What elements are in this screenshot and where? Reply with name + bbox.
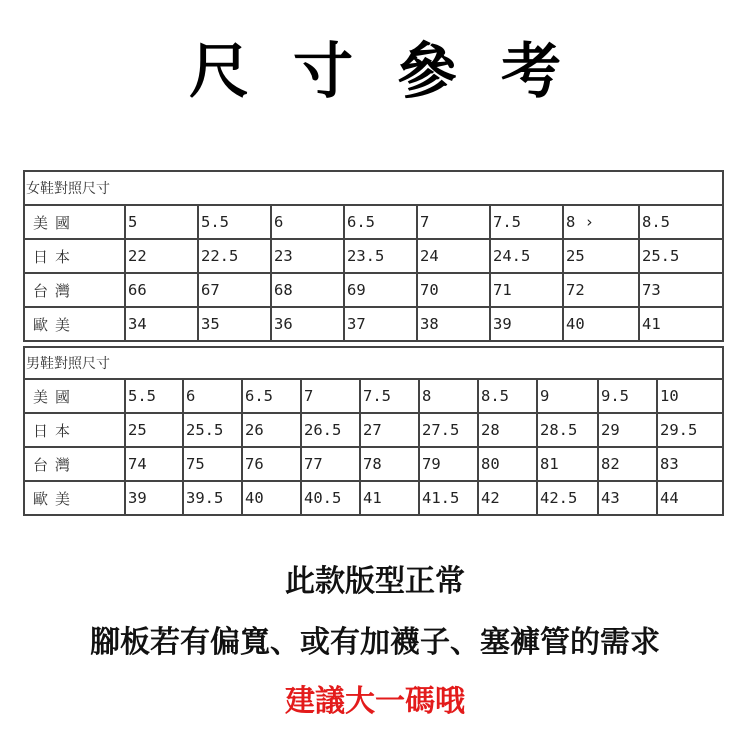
fit-note: 此款版型正常 (285, 564, 465, 599)
size-cell: 77 (301, 447, 360, 481)
size-cell: 42.5 (537, 481, 598, 515)
size-cell: 5 (125, 205, 198, 239)
size-cell: 29.5 (657, 413, 723, 447)
size-cell: 6 (183, 379, 242, 413)
size-cell: 70 (417, 273, 490, 307)
women-table-caption: 女鞋對照尺寸 (24, 171, 723, 205)
table-row (24, 273, 723, 307)
size-cell: 40.5 (301, 481, 360, 515)
row-label: 台灣 (24, 273, 125, 307)
row-label: 日本 (24, 239, 125, 273)
row-label: 台灣 (24, 447, 125, 481)
size-cell: 6 (271, 205, 344, 239)
size-cell: 24 (417, 239, 490, 273)
table-row (24, 481, 723, 515)
men-size-table (23, 346, 724, 516)
size-cell: 8 (419, 379, 478, 413)
size-cell: 26 (242, 413, 301, 447)
size-cell: 7 (301, 379, 360, 413)
size-cell: 41 (639, 307, 723, 341)
size-cell: 42 (478, 481, 537, 515)
size-cell: 36 (271, 307, 344, 341)
size-cell: 75 (183, 447, 242, 481)
size-cell: 72 (563, 273, 639, 307)
size-cell: 28 (478, 413, 537, 447)
size-cell: 6.5 (242, 379, 301, 413)
table-row (24, 379, 723, 413)
size-cell: 69 (344, 273, 417, 307)
size-cell: 22 (125, 239, 198, 273)
size-cell: 25.5 (183, 413, 242, 447)
size-cell: 40 (563, 307, 639, 341)
size-cell: 9 (537, 379, 598, 413)
row-label: 日本 (24, 413, 125, 447)
size-cell: 22.5 (198, 239, 271, 273)
size-cell: 67 (198, 273, 271, 307)
size-cell: 80 (478, 447, 537, 481)
size-cell: 83 (657, 447, 723, 481)
size-cell: 37 (344, 307, 417, 341)
size-cell: 10 (657, 379, 723, 413)
size-cell: 24.5 (490, 239, 563, 273)
size-cell: 73 (639, 273, 723, 307)
size-cell: 8 › (563, 205, 639, 239)
size-cell: 26.5 (301, 413, 360, 447)
size-cell: 23.5 (344, 239, 417, 273)
size-up-recommendation: 建議大一碼哦 (285, 684, 465, 719)
size-cell: 82 (598, 447, 657, 481)
size-cell: 7.5 (360, 379, 419, 413)
size-cell: 41.5 (419, 481, 478, 515)
table-row (24, 447, 723, 481)
size-cell: 7.5 (490, 205, 563, 239)
size-cell: 6.5 (344, 205, 417, 239)
row-label: 美國 (24, 379, 125, 413)
size-cell: 5.5 (125, 379, 183, 413)
table-row (24, 239, 723, 273)
size-cell: 66 (125, 273, 198, 307)
women-size-table (23, 170, 724, 342)
size-cell: 43 (598, 481, 657, 515)
size-cell: 29 (598, 413, 657, 447)
table-row (24, 413, 723, 447)
size-cell: 28.5 (537, 413, 598, 447)
size-cell: 27 (360, 413, 419, 447)
row-label: 美國 (24, 205, 125, 239)
table-row (24, 307, 723, 341)
size-cell: 78 (360, 447, 419, 481)
row-label: 歐美 (24, 307, 125, 341)
size-cell: 25 (125, 413, 183, 447)
size-cell: 7 (417, 205, 490, 239)
men-table-caption: 男鞋對照尺寸 (24, 347, 723, 379)
size-cell: 79 (419, 447, 478, 481)
size-cell: 74 (125, 447, 183, 481)
size-cell: 27.5 (419, 413, 478, 447)
size-cell: 34 (125, 307, 198, 341)
size-cell: 5.5 (198, 205, 271, 239)
size-cell: 35 (198, 307, 271, 341)
row-label: 歐美 (24, 481, 125, 515)
size-cell: 8.5 (639, 205, 723, 239)
size-cell: 39.5 (183, 481, 242, 515)
wide-feet-note: 腳板若有偏寬、或有加襪子、塞褲管的需求 (90, 625, 660, 660)
size-cell: 44 (657, 481, 723, 515)
size-cell: 40 (242, 481, 301, 515)
size-cell: 71 (490, 273, 563, 307)
size-cell: 9.5 (598, 379, 657, 413)
table-row (24, 205, 723, 239)
size-cell: 8.5 (478, 379, 537, 413)
size-cell: 25 (563, 239, 639, 273)
size-cell: 81 (537, 447, 598, 481)
size-cell: 41 (360, 481, 419, 515)
size-cell: 76 (242, 447, 301, 481)
size-cell: 39 (125, 481, 183, 515)
page-title: 尺寸參考 (189, 37, 605, 107)
size-cell: 23 (271, 239, 344, 273)
size-cell: 68 (271, 273, 344, 307)
size-cell: 39 (490, 307, 563, 341)
size-cell: 25.5 (639, 239, 723, 273)
size-cell: 38 (417, 307, 490, 341)
